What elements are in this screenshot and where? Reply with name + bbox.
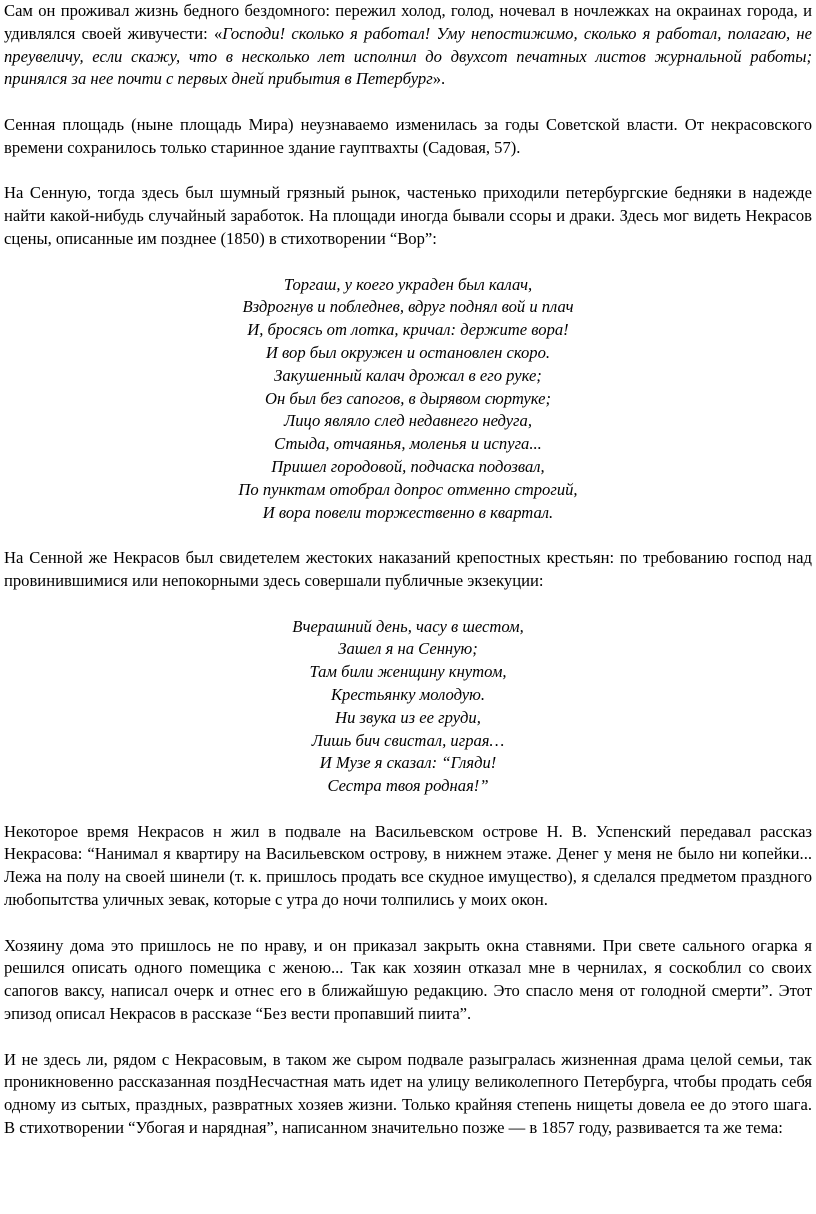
poem-line: Ни звука из ее груди, bbox=[335, 707, 481, 727]
poem-line: Пришел городовой, подчаска подозвал, bbox=[271, 456, 545, 476]
paragraph-spacer bbox=[4, 798, 812, 821]
poem-vor bbox=[4, 274, 812, 525]
poem-line: Вчерашний день, часу в шестом, bbox=[292, 616, 524, 636]
poem-line: И вора повели торжественно в квартал. bbox=[262, 502, 554, 522]
paragraph-spacer bbox=[4, 593, 812, 616]
paragraph-spacer bbox=[4, 160, 812, 183]
paragraph-6: Хозяину дома это пришлось не по нраву, и он приказал закрыть окна ставнями. При свете сального огарка я решился описать одного помещика с женою... Так как хозяин отказал мне в чернилах, я соскоблил со своих сапогов ваксу, написал очерк и отнес его в ближайшую редакцию. Это спасло меня от голодной смерти”. Этот эпизод описал Некрасов в рассказе “Без вести пропавший пиита”. bbox=[4, 935, 812, 1024]
paragraph-spacer bbox=[4, 1026, 812, 1049]
poem-line: Он был без сапогов, в дырявом сюртуке; bbox=[264, 388, 552, 408]
paragraph-3: На Сенную, тогда здесь был шумный грязный рынок, частенько приходили петербургские бедняки в надежде найти какой-нибудь случайный заработок. На площади иногда бывали ссоры и драки. Здесь мог видеть Некрасов сцены, описанные им позднее (1850) в стихотворении “Вор”: bbox=[4, 183, 812, 248]
paragraph-spacer bbox=[4, 91, 812, 114]
paragraph-1 bbox=[4, 0, 812, 91]
poem-line: И Музе я сказал: “Гляди! bbox=[319, 753, 497, 773]
poem-vcherashniy-den bbox=[4, 616, 812, 798]
poem-line: Крестьянку молодую. bbox=[331, 684, 485, 704]
paragraph-2: Сенная площадь (ныне площадь Мира) неузнаваемо изменилась за годы Советской власти. От некрасовского времени сохранилось только старинное здание гауптвахты (Садовая, 57). bbox=[4, 114, 812, 157]
poem-line: Лицо являло след недавнего недуга, bbox=[284, 411, 532, 431]
paragraph-spacer bbox=[4, 251, 812, 274]
paragraph-5: Некоторое время Некрасов н жил в подвале на Васильевском острове Н. В. Успенский передавал рассказ Некрасова: “Нанимал я квартиру на Васильевском острову, в нижнем этаже. Денег у меня не было ни копейки... Лежа на полу на своей шинели (т. к. пришлось продать все скудное имущество), я сделался предметом праздного любопытства уличных зевак, которые с утра до ночи толпились у моих окон. bbox=[4, 821, 812, 910]
poem-line: Зашел я на Сенную; bbox=[338, 639, 478, 659]
paragraph-7: И не здесь ли, рядом с Некрасовым, в таком же сыром подвале разыгралась жизненная драма целой семьи, так проникновенно рассказанная поздНесчастная мать идет на улицу великолепного Петербурга, чтобы продать себя одному из сытых, праздных, развратных хозяев жизни. Только крайняя степень нищеты довела ее до этого шага. В стихотворении “Убогая и нарядная”, написанном значительно позже — в 1857 году, развивается та же тема: bbox=[4, 1049, 812, 1138]
poem-line: Вздрогнув и побледнев, вдруг поднял вой и плач bbox=[242, 297, 574, 317]
paragraph-4: На Сенной же Некрасов был свидетелем жестоких наказаний крепостных крестьян: по требованию господ над провинившимися или непокорными здесь совершали публичные экзекуции: bbox=[4, 548, 812, 590]
paragraph-spacer bbox=[4, 524, 812, 547]
poem-line: Стыда, отчаянья, моленья и испуга... bbox=[274, 434, 542, 454]
poem-line: Там били женщину кнутом, bbox=[309, 662, 507, 682]
poem-line: Лишь бич свистал, играя… bbox=[311, 730, 505, 750]
poem-line: Торгаш, у коего украден был калач, bbox=[283, 274, 533, 294]
paragraph-1-intro: Сам он проживал жизнь бедного бездомного: пережил холод, голод, ночевал в ночлежках на окраинах города, и удивлялся своей живучести: « bbox=[4, 1, 812, 43]
paragraph-spacer bbox=[4, 912, 812, 935]
poem-line: И, бросясь от лотка, кричал: держите вора! bbox=[247, 320, 569, 340]
paragraph-1-quote: Господи! сколько я работал! Уму непостижимо, сколько я работал, полагаю, не преувеличу, если скажу, что в несколько лет исполнил до двухсот печатных листов журнальной работы; принялся за нее почти с первых дней прибытия в Петербург bbox=[4, 23, 812, 89]
poem-line: Закушенный калач дрожал в его руке; bbox=[274, 365, 542, 385]
poem-line: По пунктам отобрал допрос отменно строгий, bbox=[238, 479, 578, 499]
poem-line: Сестра твоя родная!” bbox=[327, 776, 489, 796]
paragraph-1-closing: ». bbox=[432, 69, 446, 89]
poem-line: И вор был окружен и остановлен скоро. bbox=[265, 342, 551, 362]
